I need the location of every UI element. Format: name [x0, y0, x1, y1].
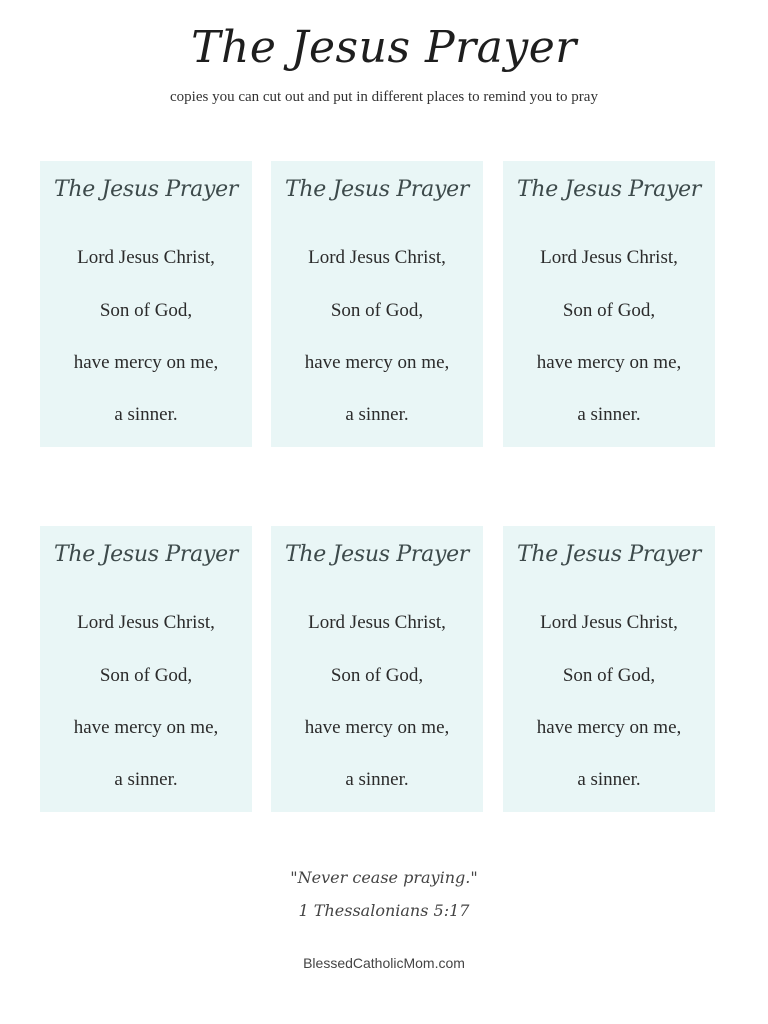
card-line: a sinner. [345, 404, 409, 425]
card-title: The Jesus Prayer [284, 177, 470, 202]
card-title: The Jesus Prayer [53, 177, 239, 202]
card-line: a sinner. [577, 404, 641, 425]
card-title: The Jesus Prayer [516, 542, 702, 567]
card-line: a sinner. [114, 404, 178, 425]
card-line: Lord Jesus Christ, [540, 612, 678, 633]
card-line: have mercy on me, [304, 717, 450, 738]
card-line: have mercy on me, [73, 352, 219, 373]
card-line: Lord Jesus Christ, [540, 247, 678, 268]
prayer-card [40, 526, 252, 812]
card-line: Lord Jesus Christ, [77, 247, 215, 268]
card-line: Son of God, [99, 300, 193, 321]
card-line: have mercy on me, [73, 717, 219, 738]
prayer-card [271, 161, 483, 447]
card-line: Son of God, [330, 300, 424, 321]
page-subtitle: copies you can cut out and put in different places to remind you to pray [170, 89, 598, 105]
site-url: BlessedCatholicMom.com [303, 955, 465, 971]
card-line: a sinner. [114, 769, 178, 790]
card-line: Lord Jesus Christ, [308, 247, 446, 268]
card-title: The Jesus Prayer [284, 542, 470, 567]
card-line: have mercy on me, [536, 352, 682, 373]
card-line: a sinner. [577, 769, 641, 790]
prayer-card [503, 161, 715, 447]
prayer-card [271, 526, 483, 812]
prayer-card [40, 161, 252, 447]
bible-quote: "Never cease praying." [290, 868, 478, 887]
card-line: Lord Jesus Christ, [308, 612, 446, 633]
card-line: have mercy on me, [536, 717, 682, 738]
prayer-card [503, 526, 715, 812]
card-line: Lord Jesus Christ, [77, 612, 215, 633]
card-line: Son of God, [330, 665, 424, 686]
card-title: The Jesus Prayer [53, 542, 239, 567]
card-line: Son of God, [562, 300, 656, 321]
card-title: The Jesus Prayer [516, 177, 702, 202]
page-title: The Jesus Prayer [191, 22, 577, 73]
bible-reference: 1 Thessalonians 5:17 [298, 901, 470, 920]
card-line: have mercy on me, [304, 352, 450, 373]
card-line: a sinner. [345, 769, 409, 790]
card-line: Son of God, [99, 665, 193, 686]
card-line: Son of God, [562, 665, 656, 686]
